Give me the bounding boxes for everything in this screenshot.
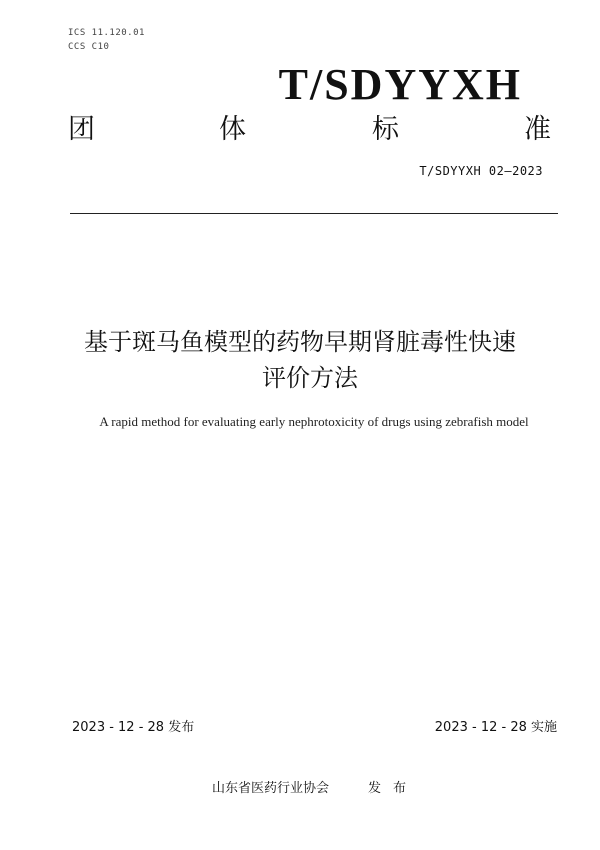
publish-date: 2023 - 12 - 28 发布 — [72, 720, 195, 735]
issuer-name: 山东省医药行业协会 — [212, 781, 330, 796]
standard-number: T/SDYYXH 02—2023 — [419, 164, 543, 178]
title-en: A rapid method for evaluating early nephrotoxicity of drugs using zebrafish model — [99, 414, 529, 429]
standard-type-char-2: 体 — [219, 114, 246, 145]
ics-code: ICS 11.120.01 — [68, 28, 145, 38]
issue-label: 发布 — [368, 781, 419, 796]
standard-type-char-4: 准 — [524, 114, 551, 145]
standard-type-char-3: 标 — [372, 114, 399, 145]
header-divider — [70, 213, 558, 214]
ccs-code: CCS C10 — [68, 42, 110, 52]
standard-logo: T/SDYYXH — [278, 60, 522, 109]
title-zh-line-1: 基于斑马鱼模型的药物早期肾脏毒性快速 — [84, 328, 516, 356]
title-zh-line-2: 评价方法 — [262, 364, 358, 392]
implement-date: 2023 - 12 - 28 实施 — [434, 720, 557, 735]
standard-type-char-1: 团 — [68, 114, 95, 145]
